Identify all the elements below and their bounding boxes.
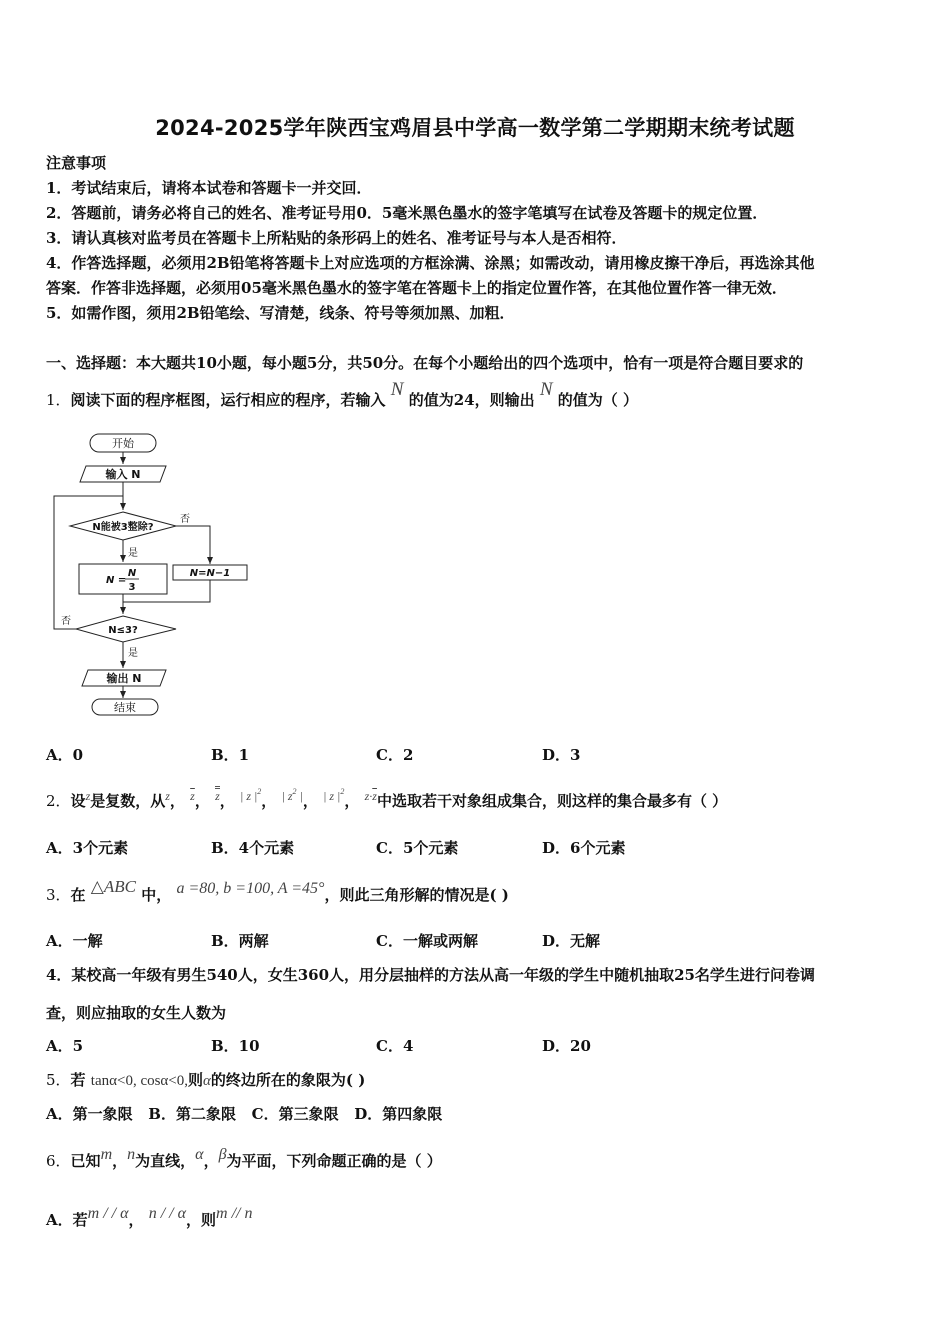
question-1: 1．阅读下面的程序框图，运行相应的程序，若输入 N 的值为24，则输出 N 的值为（ ） [46,379,638,409]
notice-item: 答案．作答非选择题，必须用05毫米黑色墨水的签字笔在答题卡上的指定位置作答，在其他位置作答一律无效． [46,279,787,297]
flow-no2-label: 否 [61,616,71,627]
flow-yes-label: 是 [128,548,138,559]
notice-item: 2．答题前，请务必将自己的姓名、准考证号用0．5毫米黑色墨水的签字笔填写在试卷及答题卡的规定位置． [46,204,768,222]
q1-option-b: B．1 [211,746,250,764]
flow-output-label: 输出 N [106,672,142,685]
question-2: 2．设$^z$是复数，从$^z$， $^{\overline{z}}$， $^z$， $^{| z |2}$， $^{| z2}$ |， $^{| z |2}$， $^{z\cdot\overline{z}}$中选取若干对象组成集合，则这样的集合最多有（ ） [46,787,728,810]
q3-option-c: C．一解或两解 [376,932,478,950]
question-number: 1． [46,391,71,409]
notice-item: 1．考试结束后，请将本试卷和答题卡一并交回． [46,179,372,197]
q1-option-d: D．3 [542,746,581,764]
q2-option-d: D．6个元素 [542,839,626,857]
notice-item: 5．如需作图，须用2B铅笔绘、写清楚，线条、符号等须加黑、加粗． [46,304,515,322]
q5-options: A．第一象限 B．第二象限 C．第三象限 D．第四象限 [46,1105,443,1123]
flow-input-label: 输入 N [105,468,141,481]
flow-cond1-label: N能被3整除? [92,522,154,533]
page-title: 2024-2025学年陕西宝鸡眉县中学高一数学第二学期期末统考试题 [155,116,795,140]
flow-end-label: 结束 [114,701,136,714]
notice-heading: 注意事项 [46,154,107,172]
question-3: 3．在 △ABC 中， a =80, b =100, A =45°，则此三角形解的情况是( ) [46,877,509,904]
q3-option-d: D．无解 [542,932,601,950]
q4-option-b: B．10 [211,1037,260,1055]
question-5: 5．若 tanα<0, cosα<0,则α的终边所在的象限为( ) [46,1071,366,1089]
notice-item: 3．请认真核对监考员在答题卡上所粘贴的条形码上的姓名、准考证号与本人是否相符． [46,229,627,247]
question-4-line1: 4．某校高一年级有男生540人，女生360人，用分层抽样的方法从高一年级的学生中随机抽取25名学生进行问卷调 [46,966,815,984]
flow-assign-lhs: N = [106,575,127,586]
flow-yes2-label: 是 [128,648,138,659]
q2-option-c: C．5个元素 [376,839,459,857]
flow-assign-den: 3 [128,582,136,593]
q3-option-b: B．两解 [211,932,269,950]
flow-no-label: 否 [180,514,190,525]
q4-option-a: A．5 [46,1037,84,1055]
flow-decrement-label: N=N−1 [189,568,231,579]
flow-start-label: 开始 [112,437,134,450]
q4-option-d: D．20 [542,1037,591,1055]
q6-option-a: A．若m / / α， n / / α，则m // n [46,1205,253,1229]
notice-item: 4．作答选择题，必须用2B铅笔将答题卡上对应选项的方框涂满、涂黑；如需改动，请用橡皮擦干净后，再选涂其他 [46,254,815,272]
q1-option-a: A．0 [46,746,84,764]
q4-option-c: C．4 [376,1037,414,1055]
q2-option-a: A．3个元素 [46,839,129,857]
section-heading: 一、选择题：本大题共10小题，每小题5分，共50分。在每个小题给出的四个选项中，恰有一项是符合题目要求的 [46,354,804,372]
question-6: 6．已知m，n为直线，α，β为平面，下列命题正确的是（ ） [46,1146,442,1170]
q2-option-b: B．4个元素 [211,839,295,857]
flowchart [40,428,270,723]
q1-option-c: C．2 [376,746,414,764]
question-4-line2: 查，则应抽取的女生人数为 [46,1004,227,1022]
q3-option-a: A．一解 [46,932,103,950]
flow-assign-num: N [127,568,137,579]
flow-cond2-label: N≤3? [108,625,138,636]
